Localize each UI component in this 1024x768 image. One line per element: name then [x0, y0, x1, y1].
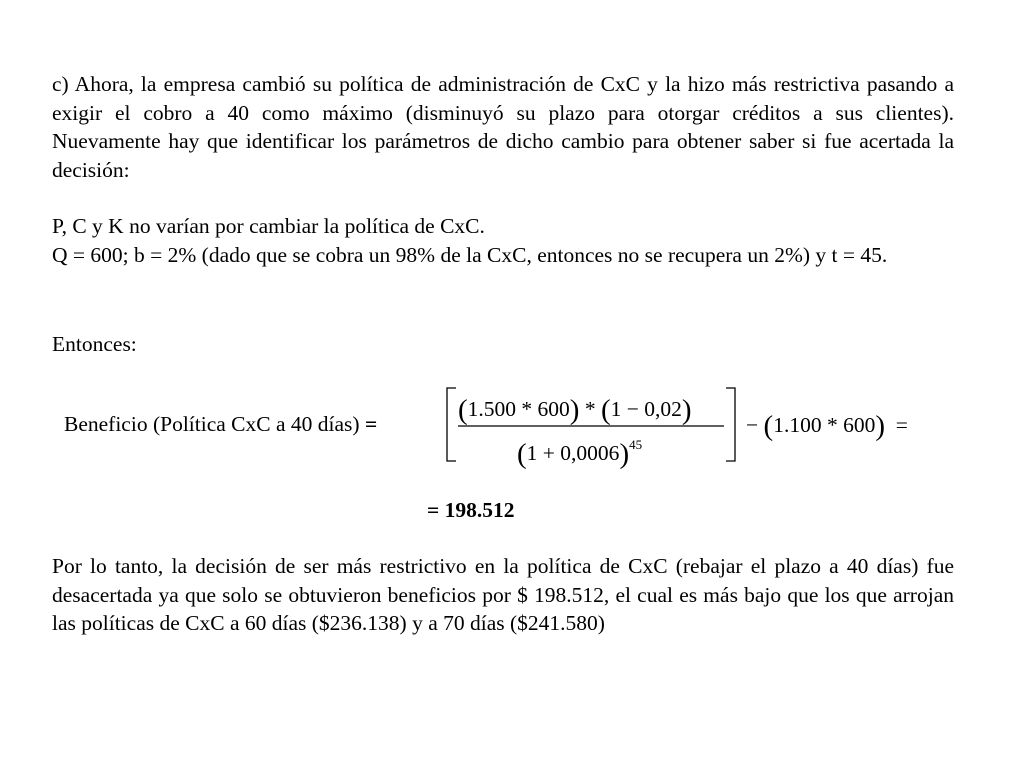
denominator-base: 1 + 0,0006: [526, 441, 620, 465]
formula-label-text: Beneficio (Política CxC a 40 días): [64, 412, 360, 436]
result-value: = 198.512: [427, 498, 515, 522]
numerator-term-a: 1.500 * 600: [467, 397, 570, 421]
left-bracket: [447, 388, 456, 461]
numerator: (1.500 * 600) * (1 − 0,02): [458, 394, 692, 426]
denominator-exponent: 45: [629, 437, 643, 452]
cost-term: − (1.100 * 600) =: [746, 410, 908, 442]
intro-paragraph: c) Ahora, la empresa cambió su política de administración de CxC y la hizo más restrictiva pasando a exigir el cobro a 40 como máximo (disminuyó su plazo para otorgar créditos a sus clientes). Nuevamente hay que identificar los parámetros de dicho cambio para obtener saber si fue acertada la decisión:: [52, 72, 954, 182]
params-line-2: Q = 600; b = 2% (dado que se cobra un 98% de la CxC, entonces no se recupera un 2%) y t = 45.: [52, 243, 888, 267]
conclusion-paragraph: Por lo tanto, la decisión de ser más restrictivo en la política de CxC (rebajar el plazo a 40 días) fue desacertada ya que solo se obtuvieron beneficios por $ 198.512, el cual es más bajo que los que arrojan las políticas de CxC a 60 días ($236.138) y a 70 días ($241.580): [52, 554, 954, 635]
right-bracket: [726, 388, 735, 461]
params-line-1: P, C y K no varían por cambiar la política de CxC.: [52, 214, 485, 238]
trailing-equals: =: [895, 413, 908, 437]
numerator-term-b: 1 − 0,02: [610, 397, 682, 421]
cost-value: 1.100 * 600: [773, 413, 876, 437]
minus-sign: −: [746, 413, 759, 437]
numerator-times: *: [584, 397, 596, 421]
denominator: $(1 + 0,0006)^{45}$: [517, 437, 643, 470]
formula-equals: =: [364, 412, 378, 436]
entonces-label: Entonces:: [52, 332, 137, 356]
